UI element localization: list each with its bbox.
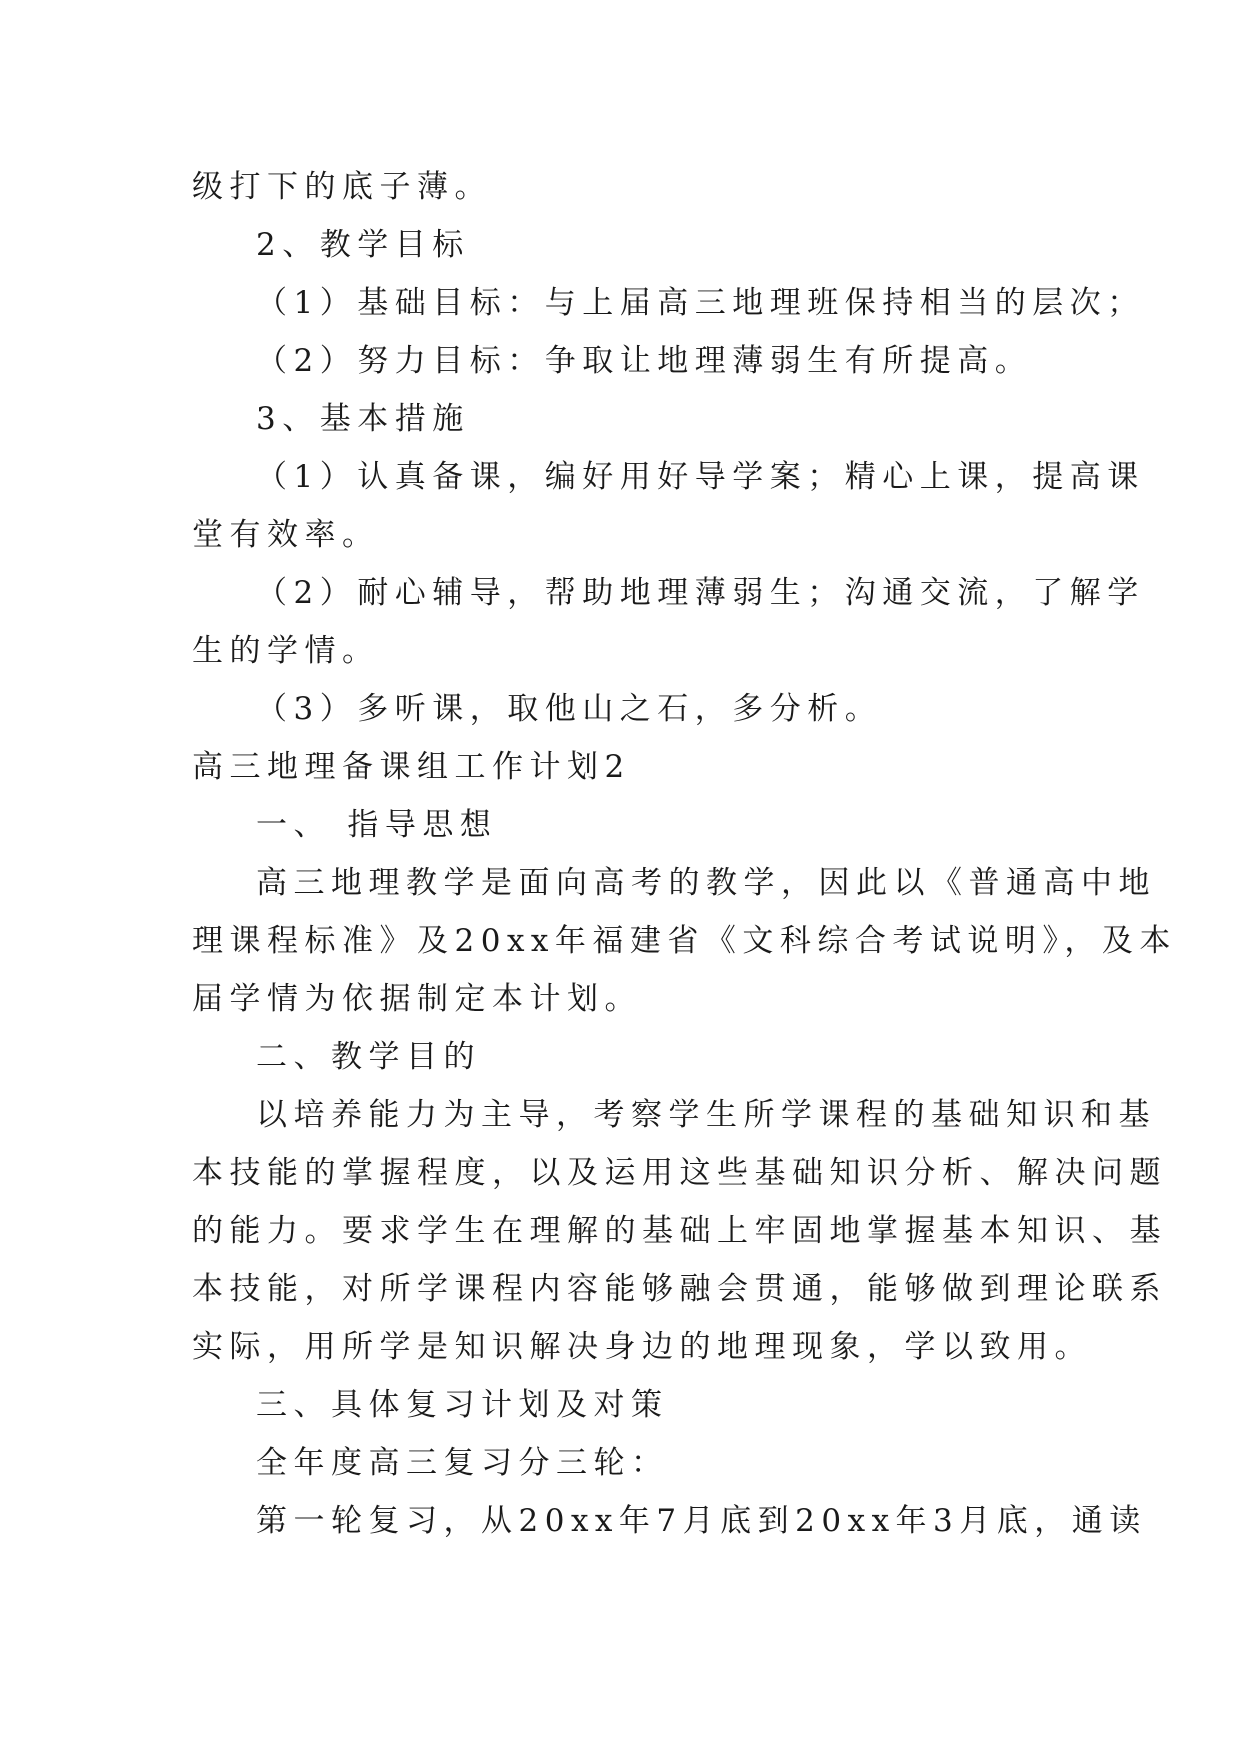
- text-line: （1）基础目标：与上届高三地理班保持相当的层次；: [256, 285, 1145, 321]
- section-heading: 三、具体复习计划及对策: [256, 1387, 669, 1423]
- text-line: 本技能，对所学课程内容能够融会贯通，能够做到理论联系: [192, 1271, 1167, 1307]
- text-line: 第一轮复习，从20xx年7月底到20xx年3月底，通读: [256, 1503, 1147, 1539]
- document-title: 高三地理备课组工作计划2: [192, 749, 631, 785]
- text-line: 全年度高三复习分三轮：: [256, 1445, 669, 1481]
- section-heading: 2、教学目标: [256, 227, 470, 263]
- text-line: 堂有效率。: [192, 517, 380, 553]
- text-line: 理课程标准》及20xx年福建省《文科综合考试说明》，及本: [192, 923, 1177, 959]
- text-line: （1）认真备课，编好用好导学案；精心上课，提高课: [256, 459, 1145, 495]
- text-line: 生的学情。: [192, 633, 380, 669]
- text-line: （3）多听课，取他山之石，多分析。: [256, 691, 883, 727]
- text-line: 实际，用所学是知识解决身边的地理现象，学以致用。: [192, 1329, 1092, 1365]
- text-line: 的能力。要求学生在理解的基础上牢固地掌握基本知识、基: [192, 1213, 1167, 1249]
- section-heading: 二、教学目的: [256, 1039, 481, 1075]
- text-line: 以培养能力为主导，考察学生所学课程的基础知识和基: [256, 1097, 1156, 1133]
- text-line: （2）耐心辅导，帮助地理薄弱生；沟通交流，了解学: [256, 575, 1145, 611]
- section-heading: 3、基本措施: [256, 401, 470, 437]
- text-line: 级打下的底子薄。: [192, 169, 492, 205]
- text-line: （2）努力目标：争取让地理薄弱生有所提高。: [256, 343, 1033, 379]
- text-line: 届学情为依据制定本计划。: [192, 981, 642, 1017]
- text-line: 高三地理教学是面向高考的教学，因此以《普通高中地: [256, 865, 1156, 901]
- text-line: 本技能的掌握程度，以及运用这些基础知识分析、解决问题: [192, 1155, 1167, 1191]
- section-heading: 一、 指导思想: [256, 807, 498, 843]
- document-page: [192, 158, 1177, 1550]
